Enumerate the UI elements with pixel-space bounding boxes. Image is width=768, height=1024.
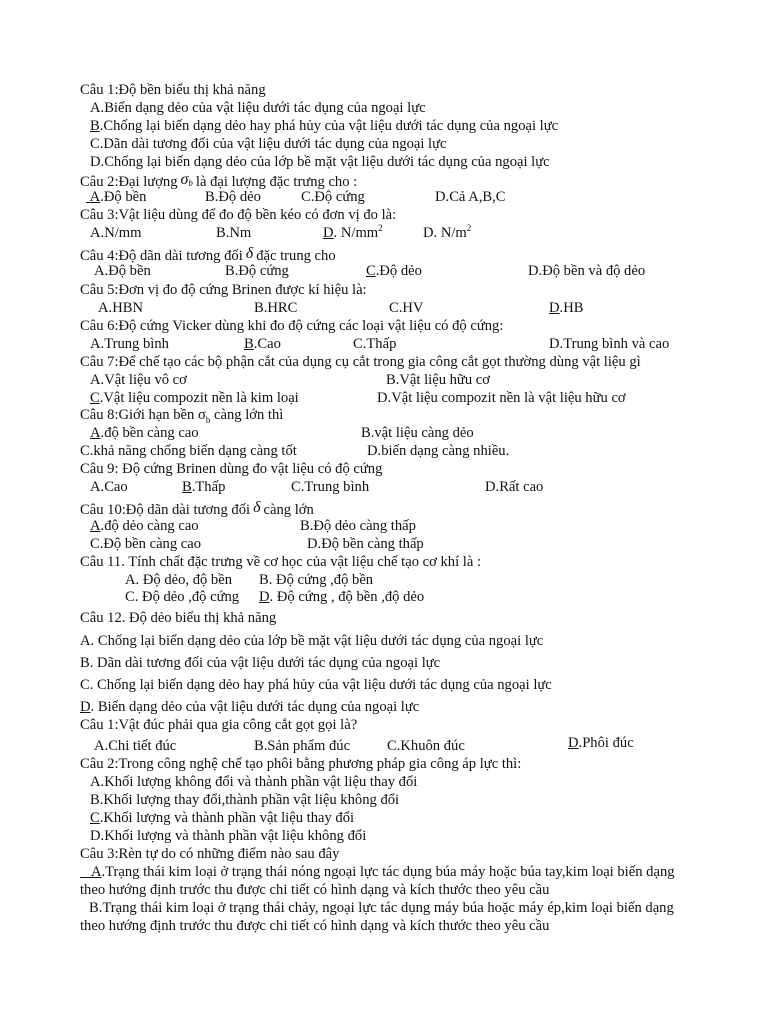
q7-options-ab — [0, 372, 768, 389]
q3-question: Câu 3:Vật liệu dùng để đo độ bền kéo có đơn vị đo là: — [80, 207, 397, 223]
option-text: .độ bền càng cao — [100, 425, 199, 441]
answer-key: B — [244, 336, 254, 352]
answer-key: A — [90, 425, 101, 441]
q6-question: Câu 6:Độ cứng Vicker dùng khi đo độ cứng các loại vật liệu có độ cứng: — [80, 318, 504, 334]
option-text: D. N/m — [423, 225, 467, 241]
p2q3-option-a-cont: theo hướng định trước thu được chi tiết có hình dạng và kích thước theo yêu cầu — [80, 882, 550, 898]
q8-options-ab — [0, 425, 768, 442]
q5-question: Câu 5:Đơn vị đo độ cứng Brinen được kí hiệu là: — [80, 282, 367, 298]
q4-option-c — [366, 263, 422, 280]
q3-options — [0, 225, 768, 242]
delta-symbol: δ — [253, 499, 261, 516]
answer-key: D — [549, 300, 560, 316]
q8-options-cd — [0, 443, 768, 460]
q6-option-d: D.Trung bình và cao — [549, 336, 670, 352]
q12-question: Câu 12. Độ dẻo biểu thị khả năng — [80, 610, 277, 626]
p2q1-options — [0, 735, 768, 755]
q9-option-c: C.Trung bình — [291, 479, 370, 495]
q9-options — [0, 479, 768, 496]
q10-option-d: D.Độ bền càng thấp — [307, 536, 424, 552]
option-text: . Biến dạng dẻo của vật liệu dưới tác dụng của ngoại lực — [90, 699, 420, 715]
q7-option-b: B.Vật liệu hữu cơ — [386, 372, 490, 388]
q3-option-a: A.N/mm — [90, 225, 142, 241]
q4-question — [80, 245, 336, 265]
option-text: .Trạng thái kim loại ở trạng thái nóng ngoại lực tác dụng búa máy hoặc búa tay,kim loại biến dạng — [101, 864, 675, 880]
option-text: .độ dẻo càng cao — [100, 518, 199, 534]
question-suffix: đặc trung cho — [256, 248, 336, 264]
option-text: .Khối lượng và thành phần vật liệu thay đổi — [99, 810, 355, 826]
question-suffix: càng lớn — [263, 502, 314, 518]
p2q2-option-d: D.Khối lượng và thành phần vật liệu không đổi — [90, 828, 367, 844]
q8-option-c: C.khả năng chống biến dạng càng tốt — [80, 443, 297, 459]
q12-option-b: B. Dãn dài tương đối của vật liệu dưới tác dụng của ngoại lực — [80, 655, 441, 671]
q12-option-a: A. Chống lại biến dạng dẻo của lớp bề mặt vật liệu dưới tác dụng của ngoại lực — [80, 633, 544, 649]
q7-option-d: D.Vật liệu compozit nền là vật liệu hữu cơ — [377, 390, 626, 406]
q2-option-a — [86, 189, 146, 206]
sigma-symbol — [181, 171, 193, 188]
answer-key: C — [366, 263, 376, 279]
answer-key: D — [259, 589, 270, 605]
q5-option-b: B.HRC — [254, 300, 298, 316]
q4-option-b: B.Độ cứng — [225, 263, 289, 279]
question-prefix: Câu 10:Độ dãn dài tương đối — [80, 502, 251, 518]
q9-option-a: A.Cao — [90, 479, 128, 495]
q8-option-a — [90, 425, 199, 442]
p2q2-option-b: B.Khối lượng thay đổi,thành phần vật liệu không đổi — [90, 792, 400, 808]
superscript: 2 — [466, 223, 472, 234]
option-text: .Cao — [253, 336, 281, 352]
superscript: 2 — [378, 223, 383, 234]
q7-option-c — [90, 390, 299, 407]
question-suffix: là đại lượng đặc trưng cho : — [195, 174, 358, 190]
q7-question: Câu 7:Để chế tạo các bộ phận cắt của dụng cụ cắt trong gia công cắt gọt thường dùng vật liệu gì — [80, 354, 641, 370]
question-suffix: càng lớn thì — [210, 407, 284, 423]
q12-option-d — [80, 699, 419, 716]
answer-key: A — [90, 518, 101, 534]
p2q3-option-b: B.Trạng thái kim loại ở trạng thái chảy, ngoại lực tác dụng máy búa hoặc máy ép,kim loại biến dạng — [89, 900, 674, 916]
option-text: .Vật liệu compozit nền là kim loại — [99, 390, 299, 406]
answer-key: D — [568, 735, 579, 751]
q6-option-c: C.Thấp — [353, 336, 397, 352]
p2q1-question: Câu 1:Vật đúc phải qua gia công cắt gọt gọi là? — [80, 717, 358, 733]
q11-option-a: A. Độ dẻo, độ bền — [125, 572, 233, 588]
q9-option-b — [182, 479, 225, 496]
answer-key: B — [182, 479, 192, 495]
p2q1-option-d — [568, 735, 634, 752]
p2q2-question: Câu 2:Trong công nghệ chế tạo phôi bằng phương pháp gia công áp lực thì: — [80, 756, 522, 772]
q11-question: Câu 11. Tính chất đặc trưng về cơ học của vật liệu chế tạo cơ khí là : — [80, 554, 482, 570]
q10-question — [80, 499, 314, 519]
q10-options-ab — [0, 518, 768, 535]
q11-option-b: B. Độ cứng ,độ bền — [259, 572, 374, 588]
question-prefix: Câu 4:Độ dãn dài tương đối — [80, 248, 243, 264]
q4-option-d: D.Độ bền và độ dẻo — [528, 263, 646, 279]
symbol-subscript: b — [188, 178, 193, 188]
q1-option-d: D.Chống lại biến dạng dẻo của lớp bề mặt vật liệu dưới tác dụng của ngoại lực — [90, 154, 550, 170]
q2-options — [0, 189, 768, 206]
answer-key: D — [80, 699, 91, 715]
option-text: .Độ bền — [100, 189, 147, 205]
p2q3-option-b-cont: theo hướng định trước thu được chi tiết có hình dạng và kích thước theo yêu cầu — [80, 918, 550, 934]
answer-key: A — [89, 189, 101, 205]
q3-option-d — [423, 225, 471, 242]
p2q1-option-b: B.Sản phẩm đúc — [254, 738, 351, 754]
q2-option-d: D.Cả A,B,C — [435, 189, 506, 205]
question-prefix: Câu 8:Giới hạn bền σ — [80, 407, 206, 423]
q1-question: Câu 1:Độ bền biểu thị khả năng — [80, 82, 266, 98]
option-text: . Độ cứng , độ bền ,độ dẻo — [269, 589, 425, 605]
option-text: .Độ dẻo — [375, 263, 422, 279]
q7-option-a: A.Vật liệu vô cơ — [90, 372, 187, 388]
q9-option-d: D.Rất cao — [485, 479, 544, 495]
symbol: σ — [180, 171, 189, 188]
q5-option-a: A.HBN — [98, 300, 143, 316]
subscript: b — [205, 414, 211, 425]
question-prefix: Câu 2:Đại lượng — [80, 174, 178, 190]
q4-option-a: A.Độ bền — [94, 263, 151, 279]
q11-options-cd — [0, 589, 768, 606]
option-text: .Thấp — [191, 479, 226, 495]
q6-options — [0, 336, 768, 353]
p2q2-option-c — [90, 810, 354, 827]
answer-key: B — [90, 118, 100, 134]
q2-option-b: B.Độ dẻo — [205, 189, 261, 205]
q2-option-c: C.Độ cứng — [301, 189, 365, 205]
q6-option-b — [244, 336, 281, 353]
option-text: . N/mm — [333, 225, 379, 241]
q10-options-cd — [0, 536, 768, 553]
q5-option-d — [549, 300, 583, 317]
q5-options — [0, 300, 768, 317]
q3-option-b: B.Nm — [216, 225, 252, 241]
q1-option-b — [90, 118, 558, 135]
answer-key: D — [323, 225, 334, 241]
option-text: .HB — [559, 300, 584, 316]
p2q2-option-a: A.Khối lượng không đổi và thành phần vật liệu thay đổi — [90, 774, 418, 790]
answer-key: A — [90, 864, 102, 880]
q7-options-cd — [0, 390, 768, 407]
q5-option-c: C.HV — [389, 300, 424, 316]
q4-options — [0, 263, 768, 280]
p2q1-option-c: C.Khuôn đúc — [387, 738, 465, 754]
q11-option-d — [259, 589, 424, 606]
q10-option-c: C.Độ bền càng cao — [90, 536, 202, 552]
q12-option-c: C. Chống lại biến dạng dẻo hay phá hủy của vật liệu dưới tác dụng của ngoại lực — [80, 677, 552, 693]
p2q3-option-a — [80, 864, 675, 881]
p2q1-option-a: A.Chi tiết đúc — [94, 738, 177, 754]
q11-option-c: C. Độ dẻo ,độ cứng — [125, 589, 240, 605]
q8-question — [80, 407, 283, 424]
option-text: .Phôi đúc — [578, 735, 634, 751]
q6-option-a: A.Trung bình — [90, 336, 169, 352]
q9-question: Câu 9: Độ cứng Brinen dùng đo vật liệu có độ cứng — [80, 461, 383, 477]
q1-option-a: A.Biến dạng dẻo của vật liệu dưới tác dụng của ngoại lực — [90, 100, 426, 116]
q8-option-b: B.vật liệu càng dẻo — [361, 425, 474, 441]
q8-option-d: D.biến dạng càng nhiều. — [367, 443, 510, 459]
answer-key: C — [90, 810, 100, 826]
q10-option-b: B.Độ dẻo càng thấp — [300, 518, 416, 534]
p2q3-question: Câu 3:Rèn tự do có những điểm nào sau đây — [80, 846, 340, 862]
option-text: .Chống lại biến dạng dẻo hay phá hủy của vật liệu dưới tác dụng của ngoại lực — [99, 118, 559, 134]
q3-option-c — [323, 225, 383, 242]
answer-key: C — [90, 390, 100, 406]
q11-options-ab — [0, 572, 768, 589]
q10-option-a — [90, 518, 199, 535]
delta-symbol: δ — [245, 245, 254, 262]
q1-option-c: C.Dãn dài tương đối của vật liệu dưới tác dụng của ngoại lực — [90, 136, 447, 152]
